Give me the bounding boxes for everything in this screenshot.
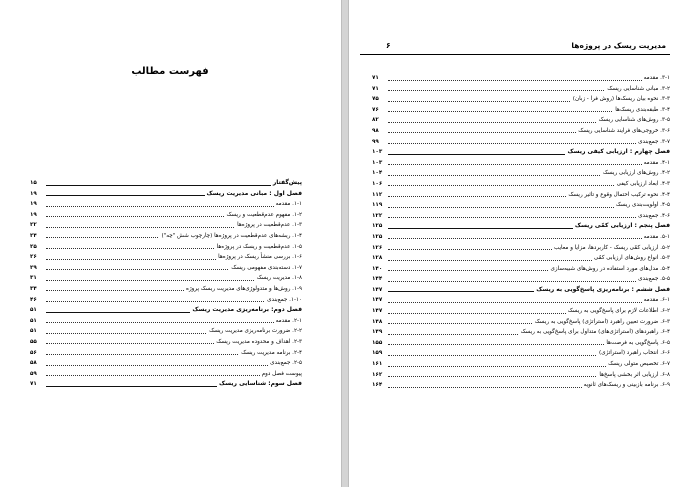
toc-entry [372,221,670,232]
dot-leader [388,238,670,239]
toc-entry [372,232,670,243]
toc-entry-page: ۱۹ [30,201,37,208]
toc-entry-title: ۴-۱. مقدمه [642,158,670,169]
toc-entry [30,189,302,200]
toc-entry-page: ۱۹ [30,190,37,197]
toc-entry-title: ۴-۶. جمع‌بندی [636,211,670,222]
toc-entry-page: ۱۶۴ [372,382,383,389]
toc-entry [372,380,670,391]
toc-entry-title: ۴-۲. روش‌های ارزیابی ریسک [601,168,670,179]
toc-entry-page: ۵۱ [30,328,37,335]
toc-entry [372,190,670,201]
toc-entry-title: ۱-۳. عدم‌قطعیت در پروژه‌ها [235,220,302,231]
toc-entry-title: ۳-۴. طبقه‌بندی ریسک‌ها [613,105,670,116]
toc-entry-title: ۵-۳. انواع روش‌های ارزیابی کمّی [592,253,670,264]
toc-entry-page: ۱۶۲ [372,371,383,378]
toc-entry-page: ۱۴۷ [372,286,383,293]
toc-entry-title: ۲-۲. ضرورت برنامه‌ریزی مدیریت ریسک [207,326,302,337]
toc-entry-title: ۶-۳. ضرورت تعیین راهبرد (استراتژی) پاسخ‌گویی به ریسک [533,317,670,328]
toc-entry [30,220,302,231]
toc-entry [372,264,670,275]
toc-entry-page: ۲۵ [30,243,37,250]
toc-entry-title: ۲-۱. مقدمه [274,316,302,327]
toc-entry-title: ۳-۷. جمع‌بندی [636,137,670,148]
toc-entry-page: ۱۰۶ [372,180,383,187]
toc-entry-title: ۳-۳. نحوه بیان ریسک‌ها (روش فرا - زبان) [571,94,670,105]
toc-entry [30,379,302,390]
toc-entry-title: فصل ششم : برنامه‌ریزی پاسخ‌گویی به ریسک [534,285,670,296]
toc-entry [372,359,670,370]
toc-entry-page: ۷۱ [372,75,379,81]
toc-entry-page: ۵۱ [30,317,37,324]
toc-entry-title: ۳-۵. روش‌های شناسایی ریسک [597,115,670,126]
toc-entry-title: ۲-۵. جمع‌بندی [268,358,302,369]
toc-entry-title: ۱-۸. مدیریت ریسک [255,273,302,284]
toc-entry-title: ۶-۸. ارزیابی اثر بخشی پاسخ‌ها [597,370,670,381]
toc-entry-title: ۱-۶. بررسی منشأ ریسک در پروژه‌ها [216,252,302,263]
toc-entry-title: ۶-۲. اطلاعات لازم برای پاسخ‌گویی به ریسک [566,306,670,317]
toc-entry-title: ۶-۷. تخصیص متولی ریسک [606,359,670,370]
toc-entry [30,252,302,263]
toc-entry-title: ۱-۹. روش‌ها و متدولوژی‌های مدیریت ریسک پروژه [184,284,302,295]
toc-entry-title: ۶-۵. پاسخ‌گویی به فرصت‌ها [604,338,670,349]
toc-entry [372,295,670,306]
toc-entry [30,231,302,242]
toc-entry-title: ۴-۴. نحوه ترکیب احتمال وقوع و تاثیر ریسک [566,190,670,201]
toc-entry-page: ۹۹ [372,138,379,145]
toc-entry [372,211,670,222]
toc-entry-title: ۶-۱. مقدمه [642,295,670,306]
toc-entry-title: ۲-۴. برنامه مدیریت ریسک [239,348,302,359]
toc-entry-title: فصل پنجم : ارزیابی کمّی ریسک [573,221,670,232]
toc-entry-title: پیش‌گفتار [271,178,302,189]
toc-entry-title: فصل دوم: برنامه‌ریزی مدیریت ریسک [190,305,302,316]
toc-entry-page: ۵۸ [30,360,37,367]
toc-entry-title: ۳-۲. مبانی شناسایی ریسک [605,84,670,95]
toc-entry-page: ۱۰۴ [372,170,383,177]
toc-entry [30,210,302,221]
toc-entry-title: ۲-۳. اهداف و محدوده مدیریت ریسک [214,337,302,348]
toc-entry [372,338,670,349]
toc-entry-title: ۴-۳. ابعاد ارزیابی کیفی [615,179,670,190]
toc-entry-page: ۱۶۱ [372,361,383,368]
toc-entry-title: ۴-۵. اولویت‌بندی ریسک [614,200,670,211]
toc-entry-page: ۱۵۵ [372,339,383,346]
toc-entry-title: ۶-۶. انتخاب راهبرد (استراتژی) [597,348,670,359]
toc-entry-title: ۱-۱۰. جمع‌بندی [265,295,302,306]
toc-entry [30,316,302,327]
toc-entry [372,73,670,84]
toc-entry-page: ۳۱ [30,275,37,282]
toc-entry-title: ۱-۷. دسته‌بندی مفهومی ریسک [229,263,302,274]
toc-entry-page: ۸۲ [372,117,379,124]
toc-entry [372,94,670,105]
toc-entry [30,348,302,359]
toc-entry-page: ۱۹ [30,211,37,218]
toc-entry [30,369,302,380]
toc-entry-page: ۱۲۸ [372,255,383,262]
toc-entry-page: ۱۱۲ [372,191,383,198]
toc-entry-title: ۱-۵. عدم‌قطعیت و ریسک در پروژه‌ها [215,242,302,253]
toc-entry-page: ۱۵۹ [372,350,383,357]
toc-entry [30,326,302,337]
toc-entry-page: ۷۱ [30,381,37,388]
toc-entry [372,147,670,158]
toc-entry [372,327,670,338]
toc-entry [372,253,670,264]
toc-entry [372,285,670,296]
running-header [360,40,670,55]
toc-entry-page: ۷۱ [372,85,379,92]
toc-entry [30,358,302,369]
toc-entry [372,105,670,116]
toc-entry-title: ۱-۲. مفهوم عدم‌قطعیت و ریسک [224,210,302,221]
dot-leader [388,80,670,81]
toc-entry-page: ۷۵ [372,96,379,103]
dot-leader [388,302,670,303]
dot-leader [46,206,302,207]
toc-entry-page: ۳۴ [30,285,37,292]
toc-entry-page: ۱۰۳ [372,149,383,156]
toc-entry [372,317,670,328]
toc-entry-title: پیوست فصل دوم [260,369,302,380]
toc-entry-page: ۵۱ [30,307,37,314]
toc-entry-page: ۱۱۹ [372,202,383,209]
toc-entry-title: ۶-۹. برنامه بازبینی و ریسک‌های ثانویه [582,380,670,391]
toc-entry-page: ۵۵ [30,338,37,345]
toc-entry-title: ۳-۱. مقدمه [642,73,670,84]
toc-entry [372,137,670,148]
toc-entry [30,178,302,189]
dot-leader [388,143,670,144]
toc-entry-page: ۱۲۵ [372,233,383,240]
toc-entry-page: ۱۴۷ [372,297,383,304]
toc-entry-page: ۲۶ [30,254,37,261]
toc-entry-page: ۷۶ [372,106,379,113]
toc-entry-title: فصل اول : مبانی مدیریت ریسک [205,189,303,200]
toc-entry [372,115,670,126]
toc-entry-title: ۵-۴. مدل‌های مورد استفاده در روش‌های شبیه‌سازی [549,264,670,275]
toc-entry [30,242,302,253]
toc-entry-page: ۲۹ [30,264,37,271]
toc-entry-title: فصل سوم: شناسایی ریسک [217,379,302,390]
dot-leader [46,301,302,302]
toc-title: فهرست مطالب [131,66,209,77]
toc-entry-title: ۶-۴. راهبردهای (استراتژی‌های) متداول برای پاسخ‌گویی به ریسک [519,327,670,338]
dot-leader [46,185,302,186]
toc-entry [372,158,670,169]
toc-entry [372,370,670,381]
left-toc-list [30,178,302,390]
toc-entry-title: ۵-۵. جمع‌بندی [636,274,670,285]
toc-entry-page: ۲۲ [30,222,37,229]
toc-entry [30,263,302,274]
toc-entry-title: ۵-۱. مقدمه [642,232,670,243]
dot-leader [388,164,670,165]
toc-entry-title: ۵-۲. ارزیابی کمّی ریسک - کاربردها، مزایا و معایب [552,243,670,254]
toc-entry-page: ۱۴۹ [372,329,383,336]
right-toc-list [372,73,670,391]
toc-entry [372,84,670,95]
toc-entry-page: ۱۴۸ [372,318,383,325]
toc-entry [372,243,670,254]
toc-entry [372,306,670,317]
toc-entry-page: ۱۰۳ [372,159,383,166]
toc-entry-page: ۵۹ [30,370,37,377]
toc-entry [30,284,302,295]
toc-entry-page: ۱۲۶ [372,244,383,251]
toc-entry-page: ۵۶ [30,349,37,356]
header-page-number: ۶ [386,41,391,50]
toc-entry-page: ۱۴۷ [372,308,383,315]
toc-entry-title: فصل چهارم : ارزیابی کیفی ریسک [565,147,670,158]
toc-entry [30,273,302,284]
toc-entry-title: ۱-۴. ریشه‌های عدم‌قطعیت در پروژه‌ها (چارچوب شش "چه") [159,231,302,242]
toc-entry-page: ۴۶ [30,296,37,303]
toc-entry-page: ۹۸ [372,127,379,134]
toc-entry [372,200,670,211]
toc-entry [372,348,670,359]
toc-entry-page: ۱۴۴ [372,276,383,283]
dot-leader [388,281,670,282]
toc-entry [30,337,302,348]
toc-entry-title: ۱-۱. مقدمه [274,199,302,210]
toc-entry [372,274,670,285]
toc-entry [30,305,302,316]
toc-entry [30,295,302,306]
toc-entry [30,199,302,210]
toc-entry-title: ۳-۶. خروجی‌های فرایند شناسایی ریسک [576,126,670,137]
toc-entry [372,126,670,137]
toc-entry-page: ۱۴۰ [372,265,383,272]
dot-leader [388,217,670,218]
toc-entry [372,179,670,190]
header-book-title: مدیریت ریسک در پروژه‌ها [571,41,666,50]
toc-entry [372,168,670,179]
toc-entry-page: ۱۲۵ [372,223,383,230]
dot-leader [46,322,302,323]
dot-leader [46,365,302,366]
toc-entry-page: ۱۵ [30,180,37,186]
toc-entry-page: ۲۴ [30,232,37,239]
toc-entry-page: ۱۲۲ [372,212,383,219]
